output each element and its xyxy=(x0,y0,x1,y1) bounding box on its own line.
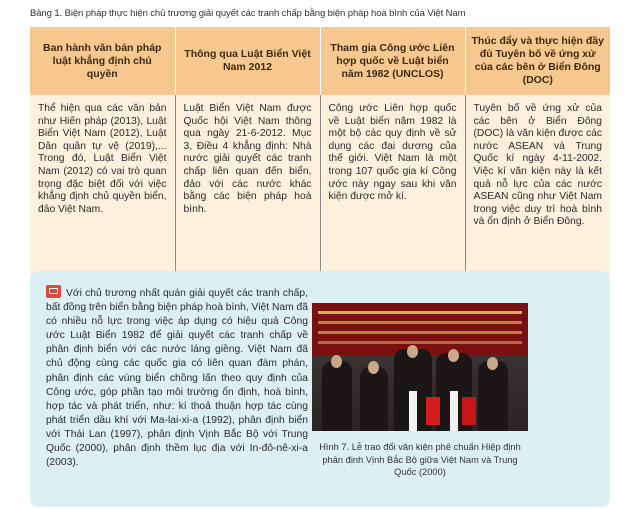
table-cell: Luật Biển Việt Nam được Quốc hội Việt Nam thông qua ngày 21-6-2012. Mục 3, Điều 4 khẳng định: Nhà nước giải quyết các tranh chấp liên quan đến biển, đảo với các nước khác bằng các biện pháp hoà bình. xyxy=(175,95,320,277)
flag xyxy=(426,397,440,425)
book-icon xyxy=(46,285,61,298)
photo-caption: Hình 7. Lễ trao đổi văn kiện phê chuẩn Hiệp định phân định Vịnh Bắc Bộ giữa Việt Nam và Trung Quốc (2000) xyxy=(319,442,521,477)
table-cell: Tuyên bố về ứng xử của các bên ở Biển Đông (DOC) là văn kiện được các nước ASEAN và Trung Quốc kí ngày 4-11-2002. Việc kí văn kiện này là kết quả nỗ lực của các nước ASEAN cũng như Việt Nam trong việc duy trì hoà bình và ổn định ở Biển Đông. xyxy=(465,95,610,277)
table-caption: Bảng 1. Biện pháp thực hiện chủ trương giải quyết các tranh chấp bằng biện pháp hoà bình của Việt Nam xyxy=(30,8,466,19)
header-cell: Thông qua Luật Biển Việt Nam 2012 xyxy=(175,27,320,95)
flag xyxy=(462,397,476,425)
signing-ceremony-photo xyxy=(312,303,528,431)
measures-table xyxy=(30,27,610,277)
info-box xyxy=(30,271,610,507)
info-paragraph: Với chủ trương nhất quán giải quyết các tranh chấp, bất đồng trên biển bằng biện pháp hoà bình, Việt Nam đã có nhiều nỗ lực trong việc áp dụng có hiệu quả Công ước Luật Biển 1982 để giải quyết các tranh chấp về phân định biển với các nước láng giềng. Việt Nam đã chủ động cùng các quốc gia có liên quan đàm phán, phân định các vùng biển chồng lấn theo quy định của Công ước, góp phần tạo môi trường ổn định, hoà bình, hợp tác và phát triển, như: kí thoả thuận hợp tác cùng phát triển dầu khí với Ma-lai-xi-a (1992), phân định biển với Thái Lan (1997), phân định Vịnh Bắc Bộ với Trung Quốc (2000), phân định thềm lục địa với In-đô-nê-xi-a (2003). xyxy=(46,288,309,469)
header-cell: Ban hành văn bản pháp luật khẳng định chủ quyền xyxy=(30,27,175,95)
header-cell: Tham gia Công ước Liên hợp quốc về Luật biển năm 1982 (UNCLOS) xyxy=(320,27,465,95)
table-cell: Công ước Liên hợp quốc về Luật biển năm 1982 là một bộ các quy định về sử dụng các đại dương của thế giới. Việt Nam là một trong 107 quốc gia kí Công ước này ngay sau khi văn kiện được mở kí. xyxy=(320,95,465,277)
table-cell: Thể hiện qua các văn bản như Hiến pháp (2013), Luật Biển Việt Nam (2012), Luật Dân quân tự vệ (2019),... Trong đó, Luật Biển Việt Nam (2012) có vai trò quan trọng đặc biệt đối với việc khẳng định chủ quyền biển, đảo Việt Nam. xyxy=(30,95,175,277)
header-cell: Thúc đẩy và thực hiện đầy đủ Tuyên bố về ứng xử của các bên ở Biển Đông (DOC) xyxy=(465,27,610,95)
table-header-row xyxy=(30,27,610,95)
table-row xyxy=(30,95,610,277)
info-paragraph-container xyxy=(46,285,308,470)
